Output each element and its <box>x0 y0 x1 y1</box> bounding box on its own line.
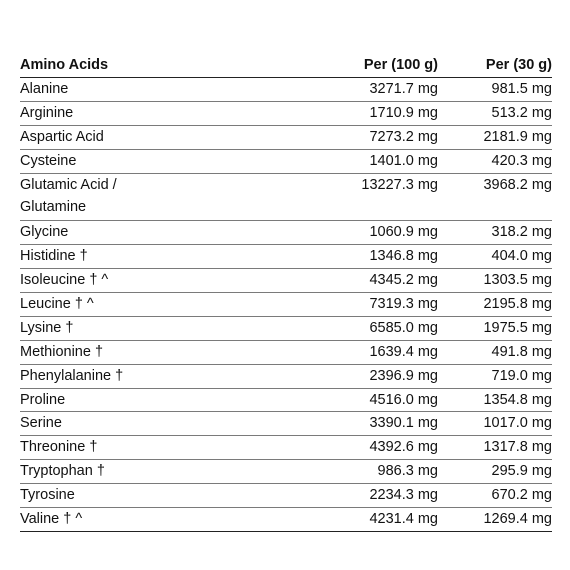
amount-per-30g: 420.3 mg <box>491 152 552 169</box>
amino-acid-name: Alanine <box>20 81 69 97</box>
amino-acid-name: Arginine <box>20 104 74 121</box>
amount-per-30g: 295.9 mg <box>491 463 552 480</box>
amount-per-30g: 1317.8 mg <box>483 439 552 456</box>
amount-per-100g: 2396.9 mg <box>369 367 438 384</box>
amount-per-30g: 1354.8 mg <box>483 391 552 408</box>
amount-per-100g: 4231.4 mg <box>369 511 438 528</box>
amino-acid-name: Methionine † <box>20 343 104 360</box>
table-row <box>20 245 552 269</box>
amino-acid-table <box>20 55 552 532</box>
amount-per-30g: 1303.5 mg <box>483 272 552 289</box>
amount-per-100g: 1639.4 mg <box>369 343 438 360</box>
table-row <box>20 221 552 245</box>
table-row <box>20 365 552 389</box>
amount-per-30g: 1269.4 mg <box>483 511 552 528</box>
table-row <box>20 174 552 222</box>
amount-per-30g: 1975.5 mg <box>483 319 552 336</box>
amino-acid-name: Lysine † <box>20 319 74 336</box>
amount-per-100g: 3271.7 mg <box>369 81 438 97</box>
header-per-100g: Per (100 g) <box>363 57 438 73</box>
table-row <box>20 317 552 341</box>
amount-per-30g: 491.8 mg <box>491 343 552 360</box>
amino-acid-name: Glutamic Acid / Glutamine <box>20 176 117 215</box>
amino-acid-name: Tryptophan † <box>20 463 105 480</box>
table-row <box>20 508 552 532</box>
amount-per-30g: 2195.8 mg <box>483 296 552 313</box>
table-row <box>20 412 552 436</box>
table-row <box>20 484 552 508</box>
amount-per-30g: 3968.2 mg <box>483 176 552 193</box>
amino-acid-name: Isoleucine † ^ <box>20 272 109 289</box>
amount-per-100g: 1346.8 mg <box>369 248 438 265</box>
amino-acid-name: Threonine † <box>20 439 98 456</box>
amino-acid-name: Valine † ^ <box>20 511 83 528</box>
table-row <box>20 341 552 365</box>
amount-per-100g: 3390.1 mg <box>369 415 438 432</box>
amino-acid-name: Histidine † <box>20 248 88 265</box>
amount-per-30g: 670.2 mg <box>491 487 552 504</box>
amount-per-100g: 7273.2 mg <box>369 128 438 145</box>
table-row <box>20 126 552 150</box>
amount-per-100g: 1710.9 mg <box>369 104 438 121</box>
amount-per-100g: 7319.3 mg <box>369 296 438 313</box>
table-row <box>20 269 552 293</box>
amino-acid-name: Aspartic Acid <box>20 128 104 145</box>
amino-acid-name: Leucine † ^ <box>20 296 94 313</box>
amount-per-100g: 1401.0 mg <box>369 152 438 169</box>
amount-per-100g: 2234.3 mg <box>369 487 438 504</box>
table-row <box>20 102 552 126</box>
table-row <box>20 150 552 174</box>
amino-acid-name: Cysteine <box>20 152 77 169</box>
amino-acid-name: Proline <box>20 391 66 408</box>
amount-per-100g: 6585.0 mg <box>369 319 438 336</box>
amount-per-100g: 4345.2 mg <box>369 272 438 289</box>
amount-per-100g: 1060.9 mg <box>369 224 438 241</box>
amino-acid-name: Glycine <box>20 224 69 241</box>
amount-per-100g: 13227.3 mg <box>361 176 438 193</box>
amount-per-100g: 4392.6 mg <box>369 439 438 456</box>
amount-per-100g: 4516.0 mg <box>369 391 438 408</box>
amount-per-30g: 318.2 mg <box>491 224 552 241</box>
amount-per-30g: 2181.9 mg <box>483 128 552 145</box>
amount-per-100g: 986.3 mg <box>377 463 438 480</box>
header-per-30g: Per (30 g) <box>485 57 552 73</box>
table-row <box>20 78 552 102</box>
table-row <box>20 389 552 413</box>
amount-per-30g: 981.5 mg <box>491 81 552 97</box>
table-row <box>20 293 552 317</box>
table-row <box>20 460 552 484</box>
amino-acid-name: Tyrosine <box>20 487 75 504</box>
amino-acid-name: Phenylalanine † <box>20 367 124 384</box>
amount-per-30g: 404.0 mg <box>491 248 552 265</box>
amount-per-30g: 513.2 mg <box>491 104 552 121</box>
table-header-row <box>20 55 552 78</box>
amino-acid-name: Serine <box>20 415 62 432</box>
amount-per-30g: 719.0 mg <box>491 367 552 384</box>
amount-per-30g: 1017.0 mg <box>483 415 552 432</box>
header-amino-acids: Amino Acids <box>20 57 109 73</box>
table-row <box>20 436 552 460</box>
